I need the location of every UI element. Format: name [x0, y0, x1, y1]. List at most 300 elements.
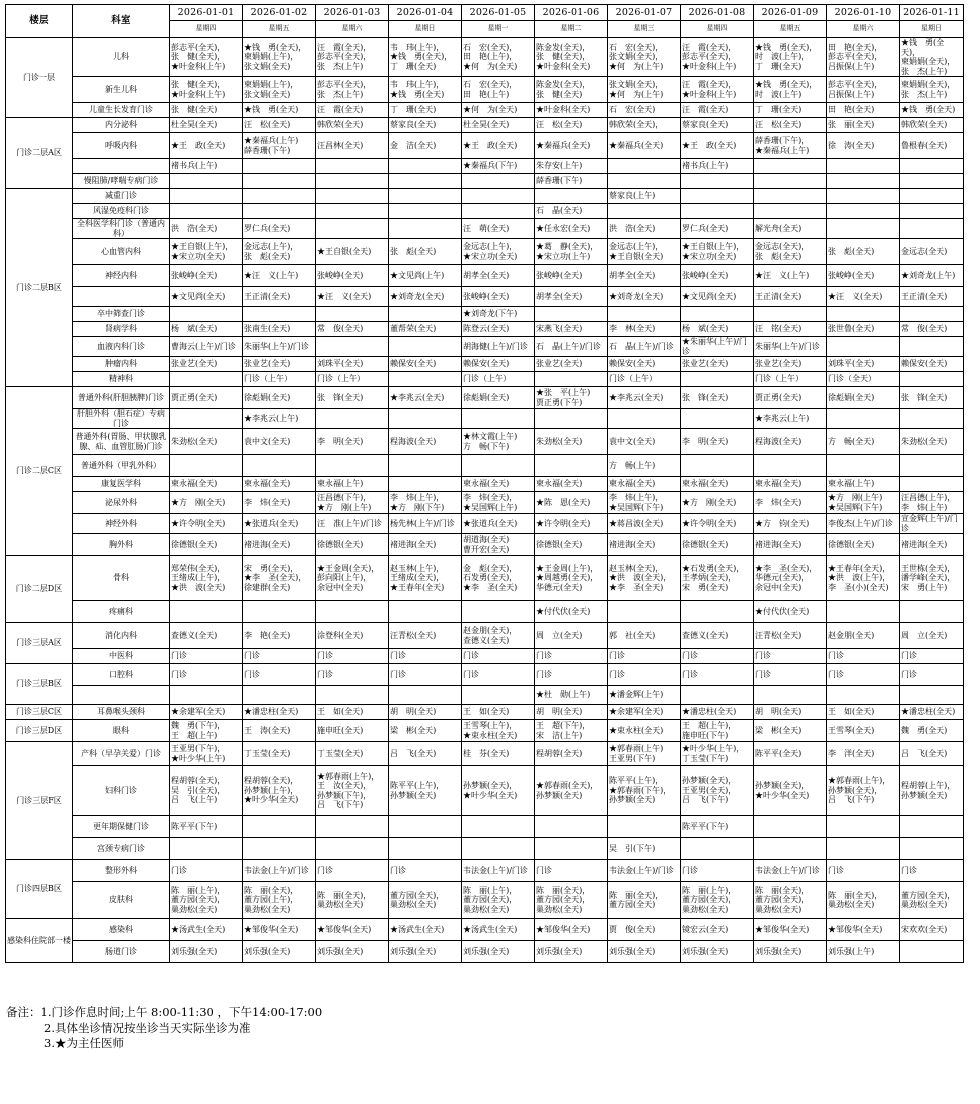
- doctor-cell: [170, 455, 243, 477]
- doctor-cell: 门诊（上午）: [462, 372, 535, 387]
- department-cell: 普通外科(胃肠、甲状腺乳腺、疝、血管肛肠)门诊: [73, 429, 170, 455]
- doctor-cell: 魏 勇(全天): [900, 720, 964, 742]
- doctor-cell: 镜宏云(全天): [681, 919, 754, 941]
- doctor-cell: 赵金朋(全天): [827, 623, 900, 649]
- doctor-cell: 汪 霞(全天)， 彭志平(全天)， 张 杰(上午): [316, 38, 389, 77]
- doctor-cell: 宋欢欢(全天): [900, 919, 964, 941]
- doctor-cell: 赵玉林(全天)， ★洪 波(全天)， ★李 圣(全天): [608, 556, 681, 601]
- doctor-cell: [681, 455, 754, 477]
- doctor-cell: [681, 601, 754, 623]
- doctor-cell: [243, 455, 316, 477]
- doctor-cell: ★任永宏(全天): [535, 219, 608, 239]
- weekday-header: 星期二: [535, 21, 608, 38]
- weekday-header: 星期日: [389, 21, 462, 38]
- schedule-row: [6, 38, 964, 77]
- doctor-cell: 刘珠平(全天): [827, 357, 900, 372]
- department-cell: [73, 159, 170, 174]
- doctor-cell: 韦法金(上午)/门诊: [754, 860, 827, 882]
- doctor-cell: [389, 477, 462, 492]
- doctor-cell: 李 炜(全天): [754, 492, 827, 514]
- doctor-cell: 门诊: [389, 649, 462, 664]
- doctor-cell: [900, 477, 964, 492]
- doctor-cell: 陈 丽(全天)， 巢劲松(全天): [827, 882, 900, 919]
- doctor-cell: 褚书兵(上午): [681, 159, 754, 174]
- schedule-row: [6, 720, 964, 742]
- weekday-header: 星期三: [608, 21, 681, 38]
- doctor-cell: [462, 204, 535, 219]
- doctor-cell: 陈平平(下午): [681, 816, 754, 838]
- doctor-cell: 门诊: [170, 860, 243, 882]
- doctor-cell: [754, 204, 827, 219]
- department-cell: 眼科: [73, 720, 170, 742]
- schedule-row: [6, 941, 964, 963]
- schedule-sheet: [5, 4, 964, 963]
- doctor-cell: 石 宏(全天)， 田 艳(上午)， ★何 为(全天): [462, 38, 535, 77]
- doctor-cell: 金远志(全天)， 张 彪(全天): [754, 239, 827, 265]
- doctor-cell: [170, 409, 243, 429]
- doctor-cell: ★李兆云(上午): [754, 409, 827, 429]
- doctor-cell: 门诊: [681, 664, 754, 686]
- doctor-cell: 陈 丽(全天)， 董方园(全天): [608, 882, 681, 919]
- doctor-cell: [900, 686, 964, 705]
- doctor-cell: [681, 189, 754, 204]
- floor-cell: 门诊三层A区: [6, 623, 73, 664]
- doctor-cell: ★付代伏(全天): [535, 601, 608, 623]
- doctor-cell: ★钱 勇(全天)， 时 波(上午)， 丁 珊(全天): [754, 38, 827, 77]
- doctor-cell: 门诊: [827, 664, 900, 686]
- doctor-cell: 柬娟娟(全天)， 张 杰(上午): [900, 77, 964, 103]
- doctor-cell: 朱劲松(全天): [170, 429, 243, 455]
- doctor-cell: 张峻峥(全天): [535, 265, 608, 287]
- doctor-cell: [535, 307, 608, 322]
- department-cell: 卒中筛查门诊: [73, 307, 170, 322]
- doctor-cell: ★刘奇龙(全天): [389, 287, 462, 307]
- doctor-cell: 王亚男(下午)， ★叶少华(上午): [170, 742, 243, 766]
- doctor-cell: 董帮荣(全天): [389, 322, 462, 337]
- doctor-cell: [827, 189, 900, 204]
- doctor-cell: [754, 686, 827, 705]
- doctor-cell: 田 艳(全天): [827, 103, 900, 118]
- department-cell: 慢阻肺/哮喘专病门诊: [73, 174, 170, 189]
- doctor-cell: [535, 372, 608, 387]
- doctor-cell: [462, 455, 535, 477]
- doctor-cell: 柬娟娟(上午)， 张文娟(全天): [243, 77, 316, 103]
- doctor-cell: ★钱 勇(全天): [900, 103, 964, 118]
- doctor-cell: [389, 189, 462, 204]
- doctor-cell: 王世栋(全天)， 潘学峰(全天)， 宋 勇(上午): [900, 556, 964, 601]
- doctor-cell: 袁中文(全天): [608, 429, 681, 455]
- schedule-row: [6, 77, 964, 103]
- doctor-cell: 张峻峥(全天): [462, 287, 535, 307]
- note-line-1: 备注：1.门诊作息时间;上午 8:00-11:30 ，下午14:00-17:00: [6, 1005, 323, 1019]
- doctor-cell: 程胡蓉(全天): [535, 742, 608, 766]
- doctor-cell: 郑荣伟(全天)， 王绪成(上午)， ★洪 波(全天): [170, 556, 243, 601]
- doctor-cell: ★张道兵(全天): [243, 514, 316, 534]
- doctor-cell: ★郭春雨(上午)， 孙梦颖(全天)， 吕 飞(下午): [827, 766, 900, 816]
- doctor-cell: [389, 686, 462, 705]
- department-cell: 感染科: [73, 919, 170, 941]
- doctor-cell: 汪 霞(全天)， 彭志平(全天)， ★叶金科(上午): [681, 38, 754, 77]
- doctor-cell: [900, 372, 964, 387]
- department-cell: 肠道门诊: [73, 941, 170, 963]
- doctor-cell: [754, 159, 827, 174]
- doctor-cell: 张峻峥(全天): [170, 265, 243, 287]
- doctor-cell: [900, 189, 964, 204]
- doctor-cell: [316, 159, 389, 174]
- doctor-cell: ★潘忠柱(全天): [900, 705, 964, 720]
- doctor-cell: 梁 彬(全天): [754, 720, 827, 742]
- doctor-cell: 李 炜(上午)， ★方 刚(下午): [389, 492, 462, 514]
- doctor-cell: ★方 钧(全天): [754, 514, 827, 534]
- department-cell: 内分泌科: [73, 118, 170, 133]
- doctor-cell: 褚进海(全天): [243, 534, 316, 556]
- doctor-cell: 孙梦颖(全天)， ★叶少华(全天): [462, 766, 535, 816]
- department-cell: 更年期保健门诊: [73, 816, 170, 838]
- doctor-cell: 查德义(全天): [681, 623, 754, 649]
- schedule-row: [6, 514, 964, 534]
- doctor-cell: 门诊: [754, 664, 827, 686]
- doctor-cell: 门诊: [535, 664, 608, 686]
- floor-cell: 门诊四层B区: [6, 860, 73, 919]
- doctor-cell: 柬永福(全天): [681, 477, 754, 492]
- doctor-cell: 赖保安(全天): [462, 357, 535, 372]
- doctor-cell: 陈 丽(上午)， 董方园(全天)， 巢劲松(全天): [681, 882, 754, 919]
- doctor-cell: [827, 204, 900, 219]
- doctor-cell: 褚书兵(上午): [170, 159, 243, 174]
- doctor-cell: 胡孝全(全天): [462, 265, 535, 287]
- doctor-cell: 彭志平(全天)， 张 健(全天)， ★叶金科(上午): [170, 38, 243, 77]
- doctor-cell: [535, 409, 608, 429]
- doctor-cell: ★葛 静(全天)， ★宋立功(上午): [535, 239, 608, 265]
- doctor-cell: ★汤武生(全天): [170, 919, 243, 941]
- doctor-cell: [535, 838, 608, 860]
- doctor-cell: ★张道兵(全天): [462, 514, 535, 534]
- doctor-cell: [900, 409, 964, 429]
- doctor-cell: [389, 337, 462, 357]
- doctor-cell: 汪昌德(上午)， 李 炜(上午): [900, 492, 964, 514]
- doctor-cell: 门诊: [316, 649, 389, 664]
- doctor-cell: ★王 政(全天): [170, 133, 243, 159]
- doctor-cell: 王 如(全天): [827, 705, 900, 720]
- doctor-cell: 门诊: [827, 649, 900, 664]
- doctor-cell: ★方 刚(全天): [170, 492, 243, 514]
- schedule-row: [6, 649, 964, 664]
- doctor-cell: 孙梦颖(全天)， 王亚男(全天)， 吕 飞(下午): [681, 766, 754, 816]
- doctor-cell: 陈 丽(全天)， 董方园(全天)， 巢劲松(全天): [535, 882, 608, 919]
- doctor-cell: ★王自银(上午)， ★宋立功(全天): [681, 239, 754, 265]
- doctor-cell: 汪 松(全天): [535, 118, 608, 133]
- schedule-row: [6, 492, 964, 514]
- doctor-cell: [608, 159, 681, 174]
- doctor-cell: [535, 816, 608, 838]
- doctor-cell: 程胡蓉(上午)， 孙梦颖(全天): [900, 766, 964, 816]
- doctor-cell: [170, 189, 243, 204]
- weekday-header: 星期日: [900, 21, 964, 38]
- header-row-dates: [6, 5, 964, 21]
- doctor-cell: ★余建军(全天): [608, 705, 681, 720]
- department-cell: 消化内科: [73, 623, 170, 649]
- doctor-cell: 朱丽华(上午)/门诊: [754, 337, 827, 357]
- doctor-cell: [316, 307, 389, 322]
- doctor-cell: 张业艺(全天): [681, 357, 754, 372]
- doctor-cell: [170, 174, 243, 189]
- doctor-cell: 石 宏(全天): [608, 103, 681, 118]
- doctor-cell: 常 俊(全天): [316, 322, 389, 337]
- doctor-cell: 张南生(全天): [243, 322, 316, 337]
- schedule-row: [6, 766, 964, 816]
- doctor-cell: 石 宏(全天)， 田 艳(上午): [462, 77, 535, 103]
- schedule-row: [6, 337, 964, 357]
- doctor-cell: ★潘忠柱(全天): [243, 705, 316, 720]
- doctor-cell: [462, 838, 535, 860]
- doctor-cell: [900, 159, 964, 174]
- doctor-cell: 程海波(全天): [389, 429, 462, 455]
- doctor-cell: 门诊: [389, 860, 462, 882]
- doctor-cell: 张 锋(全天): [900, 387, 964, 409]
- note-line-3: 3.★为主任医师: [44, 1036, 124, 1050]
- doctor-cell: 柬永福(全天): [170, 477, 243, 492]
- department-cell: 新生儿科: [73, 77, 170, 103]
- doctor-cell: 杨 斌(全天): [681, 322, 754, 337]
- doctor-cell: 李 洋(全天): [827, 742, 900, 766]
- date-header: 2026-01-04: [389, 5, 462, 21]
- doctor-cell: 门诊: [535, 860, 608, 882]
- doctor-cell: [535, 189, 608, 204]
- doctor-cell: 门诊: [754, 649, 827, 664]
- weekday-header: 星期四: [681, 21, 754, 38]
- doctor-cell: 徐德银(全天): [316, 534, 389, 556]
- doctor-cell: ★秦福兵(全天): [608, 133, 681, 159]
- doctor-cell: ★朱丽华(上午)/门诊: [681, 337, 754, 357]
- weekday-header: 星期六: [827, 21, 900, 38]
- doctor-cell: 门诊: [243, 664, 316, 686]
- floor-cell: 门诊三层D区: [6, 720, 73, 742]
- doctor-cell: ★李兆云(全天): [389, 387, 462, 409]
- doctor-cell: [316, 838, 389, 860]
- schedule-row: [6, 429, 964, 455]
- doctor-cell: [900, 337, 964, 357]
- department-cell: 减重门诊: [73, 189, 170, 204]
- doctor-cell: 吴 引(下午): [608, 838, 681, 860]
- doctor-cell: 朱劲松(全天): [535, 429, 608, 455]
- doctor-cell: 石 晶(全天): [535, 204, 608, 219]
- doctor-cell: 门诊: [900, 664, 964, 686]
- doctor-cell: [462, 601, 535, 623]
- doctor-cell: [316, 409, 389, 429]
- doctor-cell: 方 畅(全天): [827, 429, 900, 455]
- date-header: 2026-01-07: [608, 5, 681, 21]
- doctor-cell: [827, 601, 900, 623]
- doctor-cell: [827, 838, 900, 860]
- date-header: 2026-01-09: [754, 5, 827, 21]
- floor-cell: 门诊二层D区: [6, 556, 73, 623]
- doctor-cell: [827, 159, 900, 174]
- doctor-cell: ★邹俊华(全天): [535, 919, 608, 941]
- doctor-cell: ★钱 勇(全天)， 柬娟娟(上午)， 张文娟(全天): [243, 38, 316, 77]
- doctor-cell: 丁玉莹(全天): [316, 742, 389, 766]
- doctor-cell: ★汪 义(上午): [754, 265, 827, 287]
- doctor-cell: 金 彪(全天)， 石发勇(全天)， ★李 圣(全天): [462, 556, 535, 601]
- doctor-cell: 赵金朋(全天)， 查德义(全天): [462, 623, 535, 649]
- doctor-cell: 陈平平(上午)， 孙梦颖(全天): [389, 766, 462, 816]
- doctor-cell: [243, 601, 316, 623]
- doctor-cell: ★钱 勇(全天)， 时 波(上午): [754, 77, 827, 103]
- doctor-cell: ★汪 义(上午): [243, 265, 316, 287]
- doctor-cell: ★蒋昌波(全天): [608, 514, 681, 534]
- doctor-cell: ★潘金辉(上午): [608, 686, 681, 705]
- doctor-cell: 贾 俊(全天): [608, 919, 681, 941]
- doctor-cell: [462, 409, 535, 429]
- doctor-cell: ★潘忠柱(全天): [681, 705, 754, 720]
- doctor-cell: ★秦福兵(全天): [535, 133, 608, 159]
- doctor-cell: 刘乐强(全天): [535, 941, 608, 963]
- doctor-cell: [462, 686, 535, 705]
- doctor-cell: 徐彪娟(全天): [462, 387, 535, 409]
- doctor-cell: 张业艺(全天): [754, 357, 827, 372]
- notes: [6, 1005, 322, 1052]
- floor-cell: 门诊二层C区: [6, 387, 73, 556]
- floor-cell: 感染科住院部一楼: [6, 919, 73, 963]
- schedule-row: [6, 287, 964, 307]
- doctor-cell: ★王自银(全天): [316, 239, 389, 265]
- doctor-cell: [389, 204, 462, 219]
- department-cell: 普通外科（甲乳外科）: [73, 455, 170, 477]
- doctor-cell: 薛香珊(下午): [535, 174, 608, 189]
- doctor-cell: ★陈 恩(全天): [535, 492, 608, 514]
- doctor-cell: ★刘奇龙(下午): [462, 307, 535, 322]
- doctor-cell: 柬永福(全天): [243, 477, 316, 492]
- doctor-cell: 宣金辉(上午)/门诊: [900, 514, 964, 534]
- doctor-cell: 胡孝全(全天): [608, 265, 681, 287]
- doctor-cell: 程胡蓉(全天)， 孙梦颖(上午)， ★叶少华(全天): [243, 766, 316, 816]
- doctor-cell: 汪 萌(全天): [462, 219, 535, 239]
- doctor-cell: 陈 丽(上午)， 董方园(全天)， 巢劲松(全天): [170, 882, 243, 919]
- doctor-cell: 石 晶(上午)/门诊: [535, 337, 608, 357]
- doctor-cell: [900, 174, 964, 189]
- doctor-cell: 柬永福(全天): [608, 477, 681, 492]
- doctor-cell: 张文娟(全天)， ★何 为(上午): [608, 77, 681, 103]
- doctor-cell: [827, 455, 900, 477]
- doctor-cell: 胡 明(全天): [754, 705, 827, 720]
- doctor-cell: 韦法金(上午)/门诊: [462, 860, 535, 882]
- doctor-cell: 陈 丽(全天)， 巢劲松(全天): [316, 882, 389, 919]
- department-cell: 骨科: [73, 556, 170, 601]
- doctor-cell: 张 健(全天): [170, 103, 243, 118]
- doctor-cell: ★邹俊华(全天): [243, 919, 316, 941]
- date-header: 2026-01-03: [316, 5, 389, 21]
- doctor-cell: 徐德银(全天): [170, 534, 243, 556]
- doctor-cell: [462, 189, 535, 204]
- doctor-cell: ★郭春雨(上午) 王亚男(下午): [608, 742, 681, 766]
- schedule-table: [5, 4, 964, 963]
- department-cell: 整形外科: [73, 860, 170, 882]
- department-cell: 宫颈专病门诊: [73, 838, 170, 860]
- schedule-row: [6, 118, 964, 133]
- doctor-cell: 门诊: [316, 664, 389, 686]
- doctor-cell: 汪 铭(全天): [754, 322, 827, 337]
- doctor-cell: ★钱 勇(全天): [243, 103, 316, 118]
- doctor-cell: 董方园(全天)， 巢劲松(全天): [900, 882, 964, 919]
- date-header: 2026-01-10: [827, 5, 900, 21]
- doctor-cell: 程胡蓉(全天)， 吴 引(全天)， 吕 飞(上午): [170, 766, 243, 816]
- department-cell: 产科（早孕关爱）门诊: [73, 742, 170, 766]
- doctor-cell: [681, 307, 754, 322]
- floor-cell: 门诊二层A区: [6, 118, 73, 189]
- doctor-cell: [316, 204, 389, 219]
- doctor-cell: 袁中文(全天): [243, 429, 316, 455]
- note-line-2: 2.具体坐诊情况按坐诊当天实际坐诊为准: [44, 1020, 251, 1035]
- doctor-cell: 张峻峥(全天): [316, 265, 389, 287]
- doctor-cell: 王正清(全天): [243, 287, 316, 307]
- doctor-cell: [389, 455, 462, 477]
- doctor-cell: 徐德银(全天): [535, 534, 608, 556]
- doctor-cell: 刘乐强(上午): [827, 941, 900, 963]
- date-header: 2026-01-05: [462, 5, 535, 21]
- doctor-cell: 王 如(全天): [462, 705, 535, 720]
- schedule-row: [6, 816, 964, 838]
- doctor-cell: 褚进海(全天): [389, 534, 462, 556]
- doctor-cell: 门诊（上午）: [754, 372, 827, 387]
- doctor-cell: 王正清(全天): [754, 287, 827, 307]
- floor-cell: 门诊二层B区: [6, 189, 73, 387]
- doctor-cell: ★汪 义(全天): [316, 287, 389, 307]
- doctor-cell: [827, 307, 900, 322]
- doctor-cell: 汪昌林(全天): [316, 133, 389, 159]
- doctor-cell: [243, 838, 316, 860]
- date-header: 2026-01-06: [535, 5, 608, 21]
- doctor-cell: [316, 455, 389, 477]
- doctor-cell: [827, 337, 900, 357]
- doctor-cell: 门诊: [462, 649, 535, 664]
- schedule-row: [6, 133, 964, 159]
- doctor-cell: 杨 斌(全天): [170, 322, 243, 337]
- floor-cell: 门诊三层C区: [6, 705, 73, 720]
- doctor-cell: 张 丽(全天): [827, 118, 900, 133]
- department-cell: 皮肤科: [73, 882, 170, 919]
- doctor-cell: 胡孝全(全天): [535, 287, 608, 307]
- doctor-cell: [389, 219, 462, 239]
- doctor-cell: 徐德银(全天): [681, 534, 754, 556]
- doctor-cell: 门诊: [608, 649, 681, 664]
- doctor-cell: ★邹俊华(全天): [827, 919, 900, 941]
- doctor-cell: 汪青松(全天): [389, 623, 462, 649]
- doctor-cell: 赖保安(全天): [900, 357, 964, 372]
- doctor-cell: 宋 勇(全天)， ★李 圣(全天)， 徐建群(全天): [243, 556, 316, 601]
- doctor-cell: 董方园(全天)， 巢劲松(全天): [389, 882, 462, 919]
- doctor-cell: 洪 浩(全天): [608, 219, 681, 239]
- doctor-cell: 门诊: [243, 649, 316, 664]
- doctor-cell: 柬永福(上午): [316, 477, 389, 492]
- doctor-cell: 陈 丽(全天)， 董方园(全天)， 巢劲松(全天): [754, 882, 827, 919]
- doctor-cell: [389, 816, 462, 838]
- doctor-cell: [681, 838, 754, 860]
- doctor-cell: [243, 204, 316, 219]
- schedule-row: [6, 159, 964, 174]
- doctor-cell: 汪 霞(全天): [681, 103, 754, 118]
- doctor-cell: 贾正勇(全天): [754, 387, 827, 409]
- doctor-cell: ★王金周(全天)， 彭向阳(上午)， 余冠中(全天): [316, 556, 389, 601]
- department-cell: 肝胆外科（胆石症）专病门诊: [73, 409, 170, 429]
- doctor-cell: 汪 松(全天): [243, 118, 316, 133]
- doctor-cell: 刘乐强(全天): [754, 941, 827, 963]
- doctor-cell: 彭志平(全天)， 吕振保(上午): [827, 77, 900, 103]
- doctor-cell: 汪 霞(全天)， ★叶金科(上午): [681, 77, 754, 103]
- department-cell: 普通外科(肝胆胰脾)门诊: [73, 387, 170, 409]
- schedule-row: [6, 307, 964, 322]
- doctor-cell: [900, 307, 964, 322]
- doctor-cell: ★汤武生(全天): [389, 919, 462, 941]
- doctor-cell: [608, 601, 681, 623]
